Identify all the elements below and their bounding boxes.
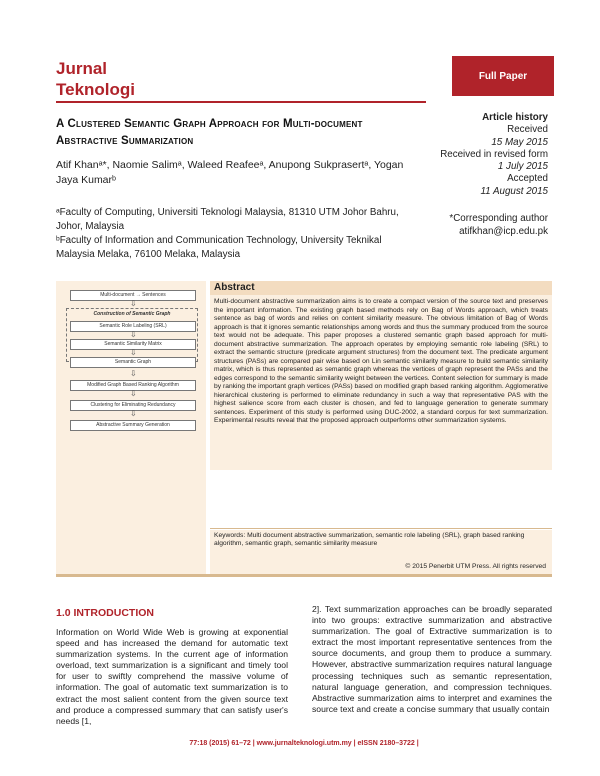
arrow-down-icon: ⇩ [130,409,137,418]
graphical-abstract-figure [62,290,202,470]
arrow-down-icon: ⇩ [130,348,137,357]
figure-box-matrix: Semantic Similarity Matrix [70,339,196,350]
abstract-text: Multi-document abstractive summarization aims is to create a compact version of the source text and preserves the important information. The existing graph based methods rely on Bag of Words approach, which treats sentence as bag of words and relies on content similarity measure. The obvious limitation of Bag of Words approach is that it ignores semantic relationships among words and thus the summary produced from the source text would not be adequate. This paper proposes a clustered semantic graph based approach for multi-document abstractive summarization. The approach operates by employing semantic role labeling (SRL) to extract the semantic structure (predicate argument structures) from the document text. The predicate argument structures (PASs) are compared pair wise based on Lin semantic similarity measure to build semantic similarity matrix, which is thus represented as semantic graph whereas the vertices of graph represent the PASs and the edges correspond to the semantic similarity weight between the vertices. Content selection for summary is made by ranking the important graph vertices (PASs) based on modified graph based ranking algorithm. Agglomerative hierarchical clustering is performed to eliminate redundancy in such a way that representative PAS with the highest salience score from each cluster is chosen, and fed to language generation to generate summary sentences. Experiment of this study is performed using DUC-2002, a standard corpus for text summarization. Experimental results reveal that the proposed approach outperforms other summarization systems. [210,295,552,470]
affiliation-b: ᵇFaculty of Information and Communication Technology, University Teknikal Malaysia Melaka, 76100 Melaka, Malaysia [56,235,382,260]
figure-box-srl: Semantic Role Labeling (SRL) [70,321,196,332]
figure-box-graph: Semantic Graph [70,357,196,368]
received-label: Received [507,124,548,136]
history-heading: Article history [482,112,548,123]
keywords: Keywords: Multi document abstractive summarization, semantic role labeling (SRL), graph based ranking algorithm, semantic graph, semantic similarity measure [210,530,552,560]
corresponding-email[interactable]: atifkhan@icp.edu.pk [459,226,548,237]
revised-label: Received in revised form [440,148,548,160]
intro-column-1: Information on World Wide Web is growing at exponential speed and has increased the demand for automatic text summarization systems. In the current age of information overload, text summarization is a significant and timely tool for user to swiftly comprehend the massive volume of information. The goal of automatic text summarization is to extract the most salient content from the given source text and produce a compressed summary that can satisfy user's needs [1, [56,627,288,726]
accepted-date: 11 August 2015 [480,185,548,197]
intro-column-2: 2]. Text summarization approaches can be broadly separated into two groups: extractive summarization and abstractive summarization. The goal of Extractive summarization is to extract the most important representative sentences from the source documents, and group them to produce a summary. However, abstractive summarization requires natural language processing techniques such as semantic representation, natural language generation, and compression techniques. Abstractive summarization aims to interpret and examines the source text and create a concise summary that usually contain [312,604,552,714]
accepted-label: Accepted [507,173,548,185]
authors: Atif Khanᵃ*, Naomie Salimᵃ, Waleed Reafeeᵃ, Anupong Sukprasertᵃ, Yogan Jaya Kumarᵇ [56,159,404,186]
corresponding-label: *Corresponding author [449,213,548,224]
arrow-down-icon: ⇩ [130,299,137,308]
figure-box-construction: Construction of Semantic Graph [93,311,171,317]
figure-box-clustering: Clustering for Eliminating Redundancy [70,400,196,411]
received-date: 15 May 2015 [491,136,548,148]
full-paper-badge: Full Paper [452,56,554,96]
journal-name [56,58,135,100]
journal-name-line2: Teknologi [56,80,136,99]
figure-box-ranking: Modified Graph Based Ranking Algorithm [70,380,196,391]
paper-title: A Clustered Semantic Graph Approach for Multi-document Abstractive Summarization [56,118,363,147]
arrow-down-icon: ⇩ [130,369,137,378]
abstract-heading: Abstract [210,281,552,295]
abstract-bottom-rule [56,574,552,577]
keywords-divider [210,528,552,529]
corresponding-author [418,212,548,238]
page-footer: 77:18 (2015) 61–72 | www.jurnalteknologi.utm.my | eISSN 2180–3722 | [189,740,419,747]
journal-name-line1: Jurnal [56,59,108,78]
journal-rule [56,101,426,103]
article-history [418,112,548,198]
arrow-down-icon: ⇩ [130,330,137,339]
affiliation-a: ᵃFaculty of Computing, Universiti Teknologi Malaysia, 81310 UTM Johor Bahru, Johor, Malaysia [56,207,399,232]
revised-date: 1 July 2015 [497,161,548,173]
figure-box-input: Multi-document → Sentences [70,290,196,301]
copyright: © 2015 Penerbit UTM Press. All rights reserved [210,560,552,574]
figure-box-generation: Abstractive Summary Generation [70,420,196,431]
affiliations [56,206,416,262]
section-heading-introduction: 1.0 INTRODUCTION [56,607,155,619]
arrow-down-icon: ⇩ [130,389,137,398]
